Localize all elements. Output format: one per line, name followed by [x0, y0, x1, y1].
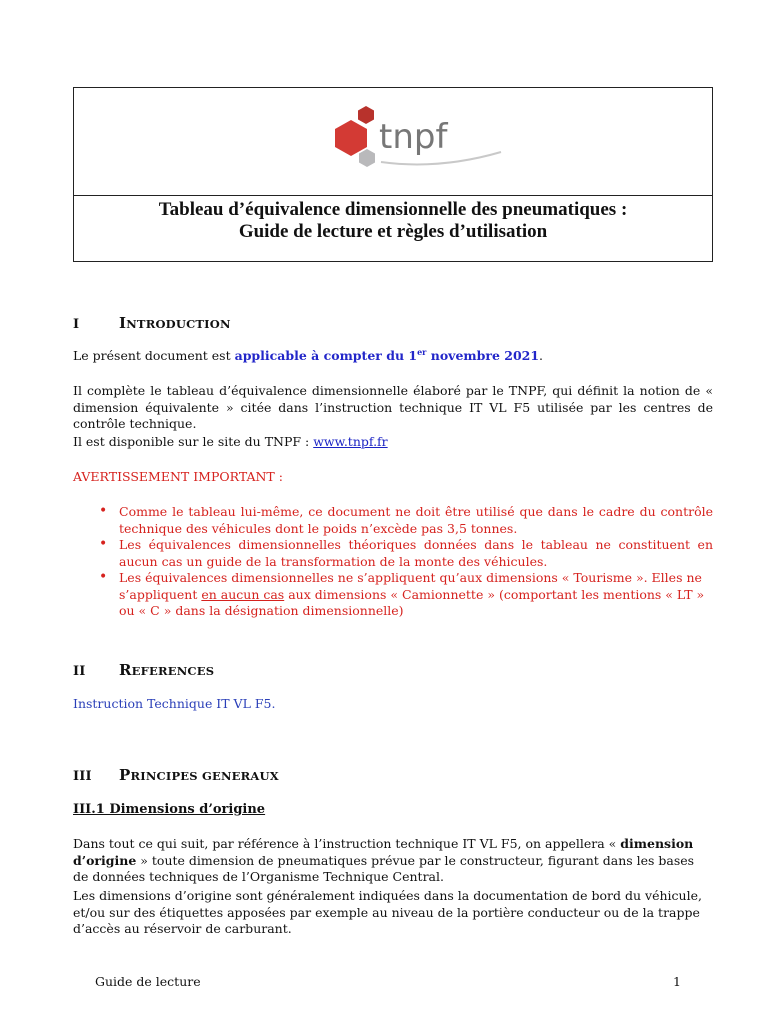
logo-hex-large-red: [335, 120, 367, 156]
origin-paragraph-2: Les dimensions d’origine sont généralement indiquées dans la documentation de bord du véhicule, et/ou sur des étiquettes apposées par exemple au niveau de la portière conducteur ou de la trappe d’accès au réservoir de carburant.: [73, 888, 702, 936]
warning-title: AVERTISSEMENT IMPORTANT :: [73, 469, 283, 484]
header-box: [73, 87, 713, 262]
section-number: I: [73, 317, 80, 332]
intro-paragraph: Il complète le tableau d’équivalence dimensionnelle élaboré par le TNPF, qui définit la notion de « dimension équivalente » citée dans l’instruction technique IT VL F5 utilisée par les centres de contrôle technique.: [73, 383, 713, 431]
origin-paragraph-1: Dans tout ce qui suit, par référence à l’instruction technique IT VL F5, on appellera « dimension d’origine » toute dimension de pneumatiques prévue par le constructeur, figurant dans les bases de données techniques de l’Organisme Technique Central.: [73, 836, 695, 884]
logo-cell: [74, 88, 712, 195]
bullet-icon: •: [99, 536, 108, 552]
section-heading-introduction: I INTRODUCTION: [73, 314, 231, 332]
logo-hex-gray: [359, 149, 375, 167]
footer-label: Guide de lecture: [95, 974, 201, 989]
bullet-icon: •: [99, 569, 108, 585]
logo-wordmark: tnpf: [379, 117, 448, 157]
subsection-title: III.1 Dimensions d’origine: [73, 802, 266, 817]
title-cell: [74, 195, 712, 262]
document-title-line1: Tableau d’équivalence dimensionnelle des pneumatiques :: [158, 199, 628, 220]
warning-item: • Les équivalences dimensionnelles théoriques données dans le tableau ne constituent en aucun cas un guide de la transformation de la monte des véhicules.: [99, 536, 713, 569]
page-number: 1: [673, 974, 681, 989]
tnpf-logo: [329, 100, 539, 180]
warning-item: • Les équivalences dimensionnelles ne s’appliquent qu’aux dimensions « Tourisme ». Elles ne s’appliquent en aucun cas aux dimensions « Camionnette » (comportant les mentions « LT » ou « C » dans la désignation dimensionnelle): [99, 569, 705, 618]
warning-item: • Comme le tableau lui-même, ce document ne doit être utilisé que dans le cadre du contrôle technique des véhicules dont le poids n’excède pas 3,5 tonnes.: [99, 503, 713, 536]
tnpf-website-link[interactable]: www.tnpf.fr: [313, 434, 388, 449]
logo-hex-small-red: [358, 106, 374, 124]
section-heading-references: II REFERENCES: [73, 661, 215, 679]
bullet-icon: •: [99, 503, 108, 519]
section-heading-principes: III PRINCIPES GENERAUX: [73, 766, 279, 784]
reference-text: Instruction Technique IT VL F5.: [73, 696, 276, 711]
warning-list: [73, 504, 713, 620]
intro-website: Il est disponible sur le site du TNPF : www.tnpf.fr: [73, 434, 388, 449]
intro-applicability: Le présent document est applicable à compter du 1er novembre 2021.: [73, 346, 544, 363]
document-title-line2: Guide de lecture et règles d’utilisation: [238, 221, 548, 242]
